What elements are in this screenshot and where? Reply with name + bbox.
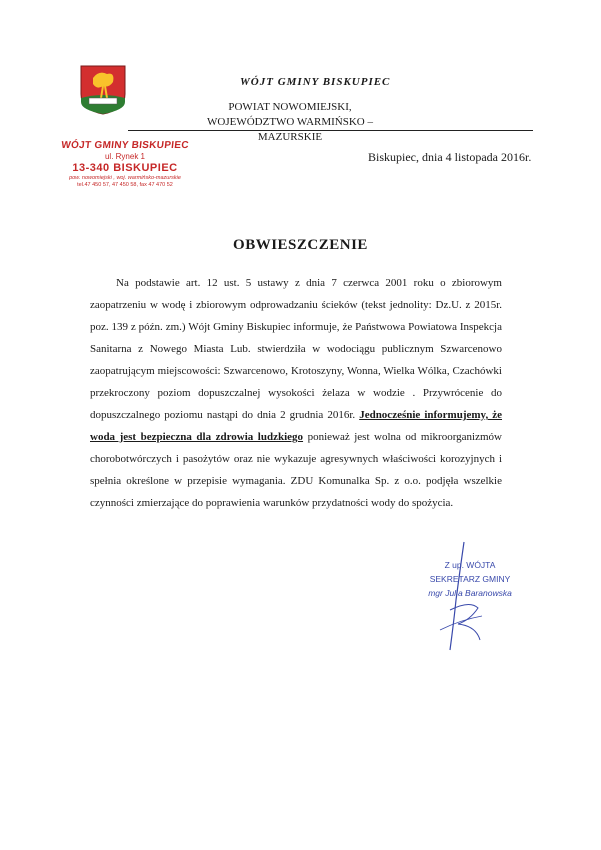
document-title: OBWIESZCZENIE — [233, 237, 368, 253]
body-paragraph — [90, 272, 502, 514]
body-emphasis: Jednocześnie informujemy, że woda jest bezpieczna dla zdrowia ludzkiego — [90, 409, 503, 443]
stamp-line2: ul. Rynek 1 — [104, 152, 146, 161]
stamp-line4: pow. nowomiejski , woj. warmińsko-mazurskie — [69, 175, 181, 181]
signature-block — [410, 558, 530, 600]
place-date: Biskupiec, dnia 4 listopada 2016r. — [368, 150, 532, 164]
body-text-part2: ponieważ jest wolna od mikroorganizmów chorobotwórczych i pasożytów oraz nie wykazuje agresywnych właściwości korozyjnych i spełnia określone w przepisie wymagania. ZDU Komunalka Sp. z o.o. podjęła wszelkie czynności zmierzające do poprawienia warunków przydatności wody do spożycia. — [90, 431, 502, 509]
header-divider — [128, 130, 533, 131]
header-subtitle-line1: POWIAT NOWOMIEJSKI, — [228, 101, 352, 113]
stamp-line1: WÓJT GMINY BISKUPIEC — [60, 140, 190, 151]
stamp-line5: tel.47 450 57, 47 450 58, fax 47 470 52 — [77, 182, 173, 188]
office-stamp — [50, 140, 200, 188]
stamp-line3: 13-340 BISKUPIEC — [72, 162, 178, 174]
header-title: WÓJT GMINY BISKUPIEC — [240, 76, 391, 88]
body-text-part1: Na podstawie art. 12 ust. 5 ustawy z dnia 7 czerwca 2001 roku o zbiorowym zaopatrzeniu w wodę i zbiorowym odprowadzaniu ścieków (tekst jednolity: Dz.U. z 2015r. poz. 139 z późn. zm.) Wójt Gminy Biskupiec informuje, że Państwowa Powiatowa Inspekcja Sanitarna z Nowego Miasta Lub. stwierdziła w wodociągu publicznym Szwarcenowo zaopatrującym miejscowości: Szwarcenowo, Krotoszyny, Wonna, Wielka Wólka, Czachówki przekroczony poziom dopuszczalnej wysokości żelaza w wodzie . Przywrócenie do dopuszczalnego poziomu nastąpi do dnia 2 grudnia 2016r. — [90, 277, 502, 421]
header-subtitle — [180, 100, 400, 145]
signature-line1: Z up. WÓJTA — [444, 560, 496, 570]
coat-of-arms-icon — [79, 64, 127, 116]
header-subtitle-line2: WOJEWÓDZTWO WARMIŃSKO – MAZURSKIE — [207, 116, 373, 143]
signature-line3: mgr Julia Baranowska — [428, 588, 512, 598]
signature-line2: SEKRETARZ GMINY — [429, 574, 511, 584]
